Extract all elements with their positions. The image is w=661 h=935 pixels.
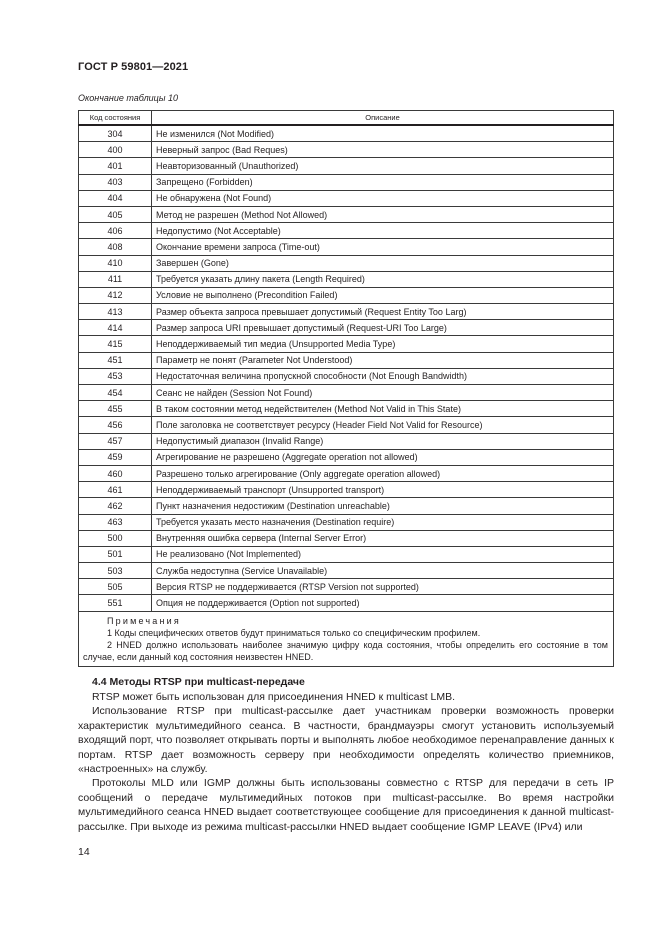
description-cell: Разрешено только агрегирование (Only aggregate operation allowed)	[152, 465, 614, 481]
table-notes	[79, 611, 614, 666]
note-item: 1 Коды специфических ответов будут приниматься только со специфическим профилем.	[107, 627, 481, 638]
status-code-cell: 403	[79, 174, 152, 190]
description-cell: Неверный запрос (Bad Reques)	[152, 142, 614, 158]
description-cell: Агрегирование не разрешено (Aggregate operation not allowed)	[152, 449, 614, 465]
description-cell: Опция не поддерживается (Option not supported)	[152, 595, 614, 611]
status-code-cell: 414	[79, 320, 152, 336]
status-code-cell: 405	[79, 206, 152, 222]
table-row	[79, 239, 614, 255]
status-code-cell: 460	[79, 465, 152, 481]
description-cell: Внутренняя ошибка сервера (Internal Server Error)	[152, 530, 614, 546]
status-code-cell: 451	[79, 352, 152, 368]
table-row	[79, 546, 614, 562]
status-code-cell: 410	[79, 255, 152, 271]
status-codes-table	[78, 110, 614, 667]
table-row	[79, 563, 614, 579]
table-notes-row	[79, 611, 614, 666]
status-code-cell: 503	[79, 563, 152, 579]
description-cell: Требуется указать место назначения (Destination require)	[152, 514, 614, 530]
status-code-cell: 457	[79, 433, 152, 449]
description-cell: Размер запроса URI превышает допустимый (Request-URI Too Large)	[152, 320, 614, 336]
status-code-cell: 400	[79, 142, 152, 158]
description-cell: Поле заголовка не соответствует ресурсу (Header Field Not Valid for Resource)	[152, 417, 614, 433]
status-code-cell: 500	[79, 530, 152, 546]
status-code-cell: 404	[79, 190, 152, 206]
paragraph: RTSP может быть использован для присоединения HNED к multicast LMB.	[92, 691, 456, 703]
description-cell: Пункт назначения недостижим (Destination unreachable)	[152, 498, 614, 514]
description-cell: Сеанс не найден (Session Not Found)	[152, 385, 614, 401]
description-cell: Метод не разрешен (Method Not Allowed)	[152, 206, 614, 222]
description-cell: Не реализовано (Not Implemented)	[152, 546, 614, 562]
description-cell: Неподдерживаемый транспорт (Unsupported transport)	[152, 482, 614, 498]
status-code-cell: 456	[79, 417, 152, 433]
table-row	[79, 255, 614, 271]
table-row	[79, 417, 614, 433]
description-cell: Запрещено (Forbidden)	[152, 174, 614, 190]
table-row	[79, 368, 614, 384]
table-row	[79, 336, 614, 352]
description-cell: Не обнаружена (Not Found)	[152, 190, 614, 206]
table-row	[79, 223, 614, 239]
table-row	[79, 125, 614, 142]
table-row	[79, 287, 614, 303]
table-row	[79, 352, 614, 368]
table-row	[79, 433, 614, 449]
notes-title: Примечания	[107, 615, 181, 626]
description-cell: Недопустимый диапазон (Invalid Range)	[152, 433, 614, 449]
description-cell: Недопустимо (Not Acceptable)	[152, 223, 614, 239]
table-row	[79, 174, 614, 190]
table-row	[79, 530, 614, 546]
status-code-cell: 455	[79, 401, 152, 417]
status-code-cell: 413	[79, 304, 152, 320]
section-body	[78, 690, 614, 834]
status-code-cell: 501	[79, 546, 152, 562]
description-cell: Неавторизованный (Unauthorized)	[152, 158, 614, 174]
status-code-cell: 462	[79, 498, 152, 514]
status-code-cell: 401	[79, 158, 152, 174]
table-row	[79, 449, 614, 465]
paragraph: Использование RTSP при multicast-рассылке дает участникам проверки возможность проверки характеристик мультимедийного сеанса. В частности, брандмауэры смогут установить используемый входящий порт, что позволяет открывать порты и выполнять любое необходимое перенаправление данных к портам. RTSP дает возможность серверу при необходимости определять количество приемников, «настроенных» на службу.	[78, 705, 614, 776]
description-cell: Служба недоступна (Service Unavailable)	[152, 563, 614, 579]
status-code-cell: 412	[79, 287, 152, 303]
status-code-cell: 408	[79, 239, 152, 255]
table-row	[79, 514, 614, 530]
table-row	[79, 271, 614, 287]
description-cell: Неподдерживаемый тип медиа (Unsupported Media Type)	[152, 336, 614, 352]
table-row	[79, 579, 614, 595]
column-header-description: Описание	[152, 111, 614, 126]
table-row	[79, 595, 614, 611]
table-row	[79, 320, 614, 336]
description-cell: Версия RTSP не поддерживается (RTSP Version not supported)	[152, 579, 614, 595]
table-row	[79, 206, 614, 222]
description-cell: Не изменился (Not Modified)	[152, 125, 614, 142]
status-code-cell: 415	[79, 336, 152, 352]
table-caption: Окончание таблицы 10	[78, 93, 178, 103]
column-header-code: Код состояния	[79, 111, 152, 126]
status-code-cell: 461	[79, 482, 152, 498]
table-row	[79, 498, 614, 514]
section-heading: 4.4 Методы RTSP при multicast-передаче	[92, 676, 305, 688]
page-number: 14	[78, 846, 90, 858]
table-row	[79, 465, 614, 481]
document-header: ГОСТ Р 59801—2021	[78, 61, 189, 73]
table-row	[79, 142, 614, 158]
description-cell: Завершен (Gone)	[152, 255, 614, 271]
table-header-row	[79, 111, 614, 126]
table-row	[79, 190, 614, 206]
note-item: 2 HNED должно использовать наиболее значимую цифру кода состояния, чтобы определить его состояние в том случае, если данный код состояния неизвестен HNED.	[83, 639, 608, 662]
description-cell: Окончание времени запроса (Time-out)	[152, 239, 614, 255]
status-code-cell: 459	[79, 449, 152, 465]
status-code-cell: 454	[79, 385, 152, 401]
table-row	[79, 304, 614, 320]
status-code-cell: 463	[79, 514, 152, 530]
paragraph: Протоколы MLD или IGMP должны быть использованы совместно с RTSP для передачи в сеть IP сообщений о передаче мультимедийных потоков при multicast-рассылке. Во время настройки мультимедийного сеанса HNED выдает соответствующее сообщение для присоединения к данной multicast-рассылке. При выходе из режима multicast-рассылки HNED выдает сообщение IGMP LEAVE (IPv4) или	[78, 777, 614, 833]
status-code-cell: 411	[79, 271, 152, 287]
table-row	[79, 482, 614, 498]
table-row	[79, 385, 614, 401]
description-cell: Параметр не понят (Parameter Not Understood)	[152, 352, 614, 368]
description-cell: В таком состоянии метод недействителен (Method Not Valid in This State)	[152, 401, 614, 417]
description-cell: Недостаточная величина пропускной способности (Not Enough Bandwidth)	[152, 368, 614, 384]
status-code-cell: 304	[79, 125, 152, 142]
status-code-cell: 551	[79, 595, 152, 611]
status-code-cell: 406	[79, 223, 152, 239]
status-code-cell: 505	[79, 579, 152, 595]
description-cell: Условие не выполнено (Precondition Failed)	[152, 287, 614, 303]
table-row	[79, 158, 614, 174]
description-cell: Требуется указать длину пакета (Length Required)	[152, 271, 614, 287]
description-cell: Размер объекта запроса превышает допустимый (Request Entity Too Larg)	[152, 304, 614, 320]
status-code-cell: 453	[79, 368, 152, 384]
table-row	[79, 401, 614, 417]
